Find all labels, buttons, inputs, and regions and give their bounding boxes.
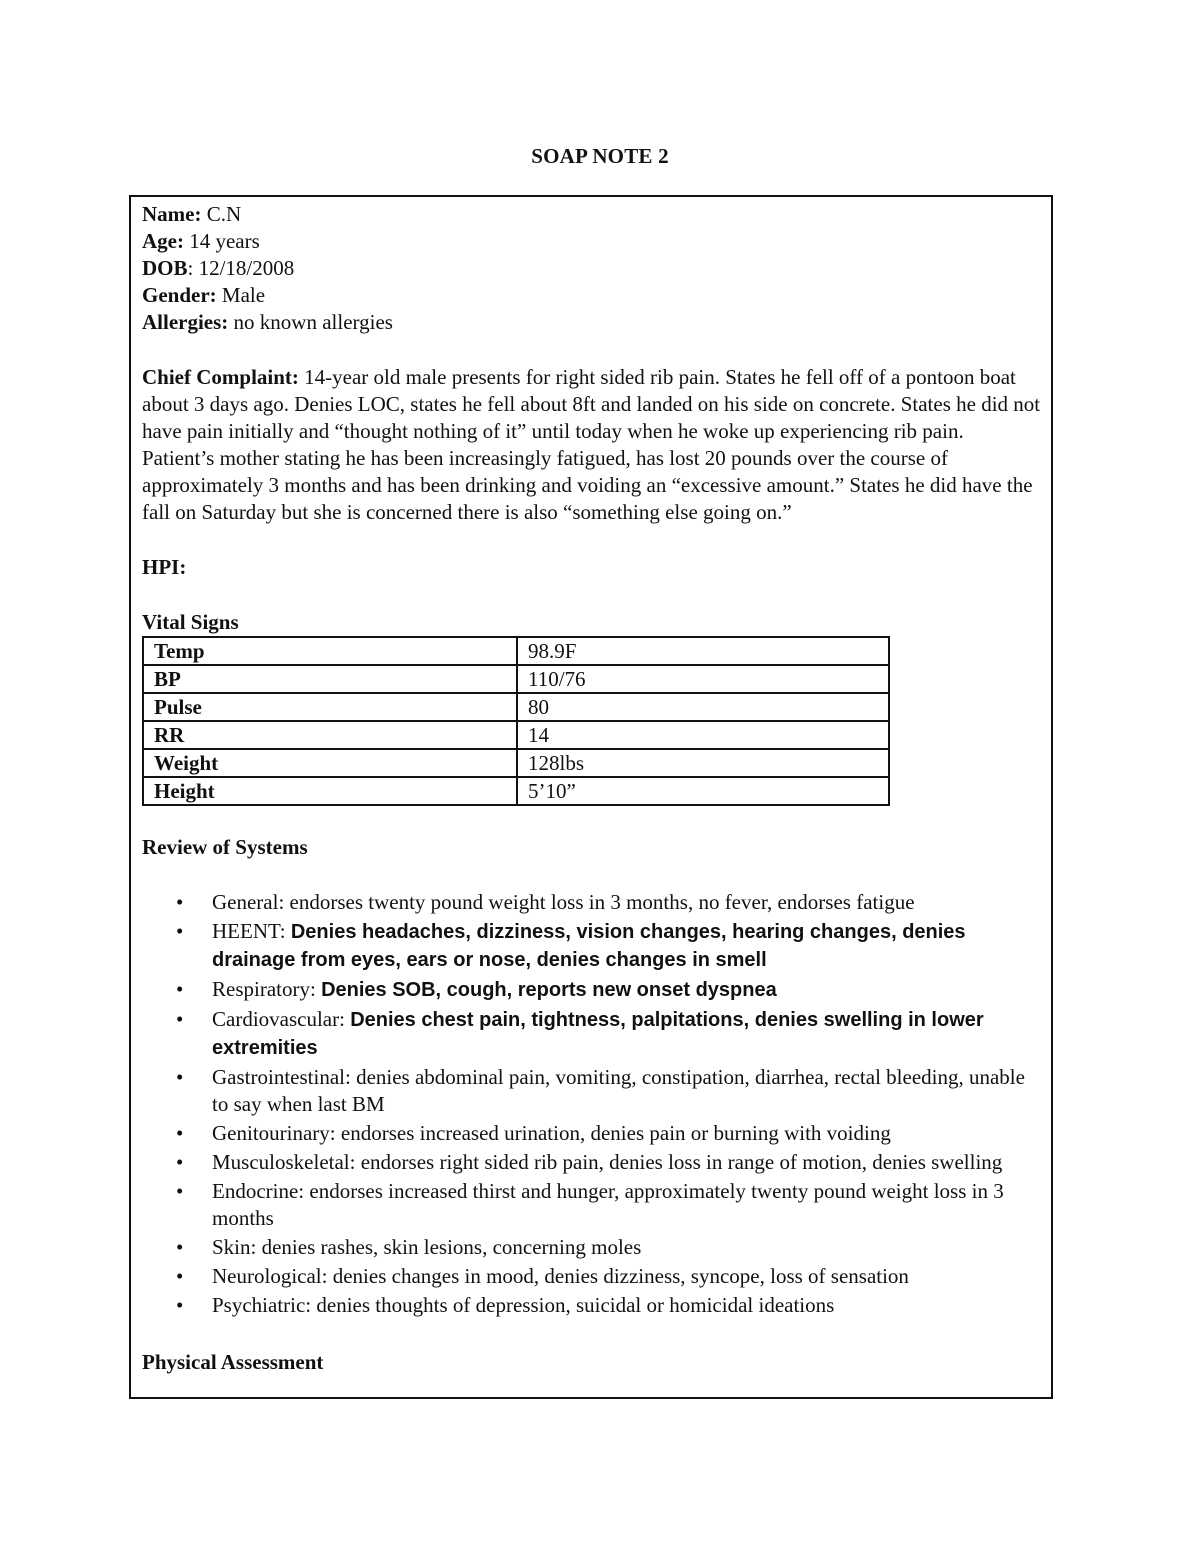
ros-label: Cardiovascular: — [212, 1007, 351, 1031]
chief-complaint-text: 14-year old male presents for right sided rib pain. States he fell off of a pontoon boat about 3 days ago. Denies LOC, states he fell about 8ft and landed on his side on concrete. States he did not have pain initially and “thought nothing of it” until today when he woke up experiencing rib pain. Patient’s mother stating he has been increasingly fatigued, has lost 20 pounds over the course of approximately 3 months and has been drinking and voiding an “excessive amount.” States he did have the fall on Saturday but she is concerned there is also “something else going on.” — [142, 365, 1041, 524]
ros-label: Genitourinary: — [212, 1121, 341, 1145]
ros-label: General: — [212, 890, 290, 914]
ros-label: Gastrointestinal: — [212, 1065, 357, 1089]
list-item — [176, 1120, 1041, 1147]
vital-value: 5’10” — [517, 777, 889, 805]
list-item — [176, 976, 1041, 1004]
vital-label: Pulse — [143, 693, 517, 721]
vital-label: Height — [143, 777, 517, 805]
bullet-icon: • — [176, 1293, 184, 1317]
list-item — [176, 1234, 1041, 1261]
physical-assessment-heading: Physical Assessment — [142, 1350, 324, 1374]
demographic-dob: DOB: 12/18/2008 — [142, 256, 295, 280]
ros-text: denies changes in mood, denies dizziness, syncope, loss of sensation — [332, 1264, 909, 1288]
ros-label: Neurological: — [212, 1264, 333, 1288]
list-item — [176, 889, 1041, 916]
vital-value: 128lbs — [517, 749, 889, 777]
vital-label: Temp — [143, 637, 517, 665]
table-row — [143, 777, 889, 805]
bullet-icon: • — [176, 1007, 184, 1031]
ros-label: Musculoskeletal: — [212, 1150, 361, 1174]
bullet-icon: • — [176, 977, 184, 1001]
ros-text: Denies headaches, dizziness, vision changes, hearing changes, denies drainage from eyes, ears or nose, denies changes in smell — [212, 921, 966, 971]
table-row — [143, 749, 889, 777]
list-item — [176, 1178, 1041, 1232]
ros-text: endorses right sided rib pain, denies loss in range of motion, denies swelling — [360, 1150, 1003, 1174]
ros-text: Denies SOB, cough, reports new onset dyspnea — [321, 979, 777, 1001]
vital-label: BP — [143, 665, 517, 693]
list-item — [176, 1263, 1041, 1290]
table-row — [143, 721, 889, 749]
review-of-systems-list — [142, 889, 1041, 1319]
table-row — [143, 665, 889, 693]
ros-text: Denies chest pain, tightness, palpitations, denies swelling in lower extremities — [212, 1009, 984, 1059]
ros-text: denies thoughts of depression, suicidal or homicidal ideations — [316, 1293, 835, 1317]
vital-signs-heading: Vital Signs — [142, 610, 239, 634]
hpi-label: HPI: — [142, 555, 187, 579]
ros-label: HEENT: — [212, 919, 291, 943]
chief-complaint-label: Chief Complaint: — [142, 365, 299, 389]
bullet-icon: • — [176, 1235, 184, 1259]
demographics — [142, 201, 1041, 336]
page-title: SOAP NOTE 2 — [531, 144, 669, 168]
vital-signs-table — [142, 636, 890, 806]
demographic-name: Name: C.N — [142, 202, 242, 226]
vital-label: RR — [143, 721, 517, 749]
ros-text: endorses increased urination, denies pain or burning with voiding — [340, 1121, 891, 1145]
bullet-icon: • — [176, 890, 184, 914]
vital-value: 80 — [517, 693, 889, 721]
chief-complaint — [142, 364, 1041, 526]
ros-text: denies abdominal pain, vomiting, constipation, diarrhea, rectal bleeding, unable to say when last BM — [212, 1065, 1025, 1116]
bullet-icon: • — [176, 1179, 184, 1203]
vital-value: 14 — [517, 721, 889, 749]
review-of-systems-heading: Review of Systems — [142, 835, 308, 859]
bullet-icon: • — [176, 1150, 184, 1174]
bullet-icon: • — [176, 1121, 184, 1145]
vital-label: Weight — [143, 749, 517, 777]
list-item — [176, 1292, 1041, 1319]
vital-value: 98.9F — [517, 637, 889, 665]
ros-text: endorses twenty pound weight loss in 3 months, no fever, endorses fatigue — [289, 890, 915, 914]
demographic-gender: Gender: Male — [142, 283, 266, 307]
bullet-icon: • — [176, 919, 184, 943]
demographic-allergies: Allergies: no known allergies — [142, 310, 393, 334]
bullet-icon: • — [176, 1264, 184, 1288]
table-row — [143, 637, 889, 665]
ros-label: Endocrine: — [212, 1179, 310, 1203]
list-item — [176, 1064, 1041, 1118]
list-item — [176, 918, 1041, 974]
vital-value: 110/76 — [517, 665, 889, 693]
list-item — [176, 1149, 1041, 1176]
ros-label: Skin: — [212, 1235, 262, 1259]
bullet-icon: • — [176, 1065, 184, 1089]
list-item — [176, 1006, 1041, 1062]
ros-text: endorses increased thirst and hunger, approximately twenty pound weight loss in 3 months — [212, 1179, 1004, 1230]
ros-text: denies rashes, skin lesions, concerning moles — [261, 1235, 642, 1259]
table-row — [143, 693, 889, 721]
demographic-age: Age: 14 years — [142, 229, 260, 253]
ros-label: Respiratory: — [212, 977, 322, 1001]
soap-note-box — [129, 195, 1053, 1399]
ros-label: Psychiatric: — [212, 1293, 317, 1317]
